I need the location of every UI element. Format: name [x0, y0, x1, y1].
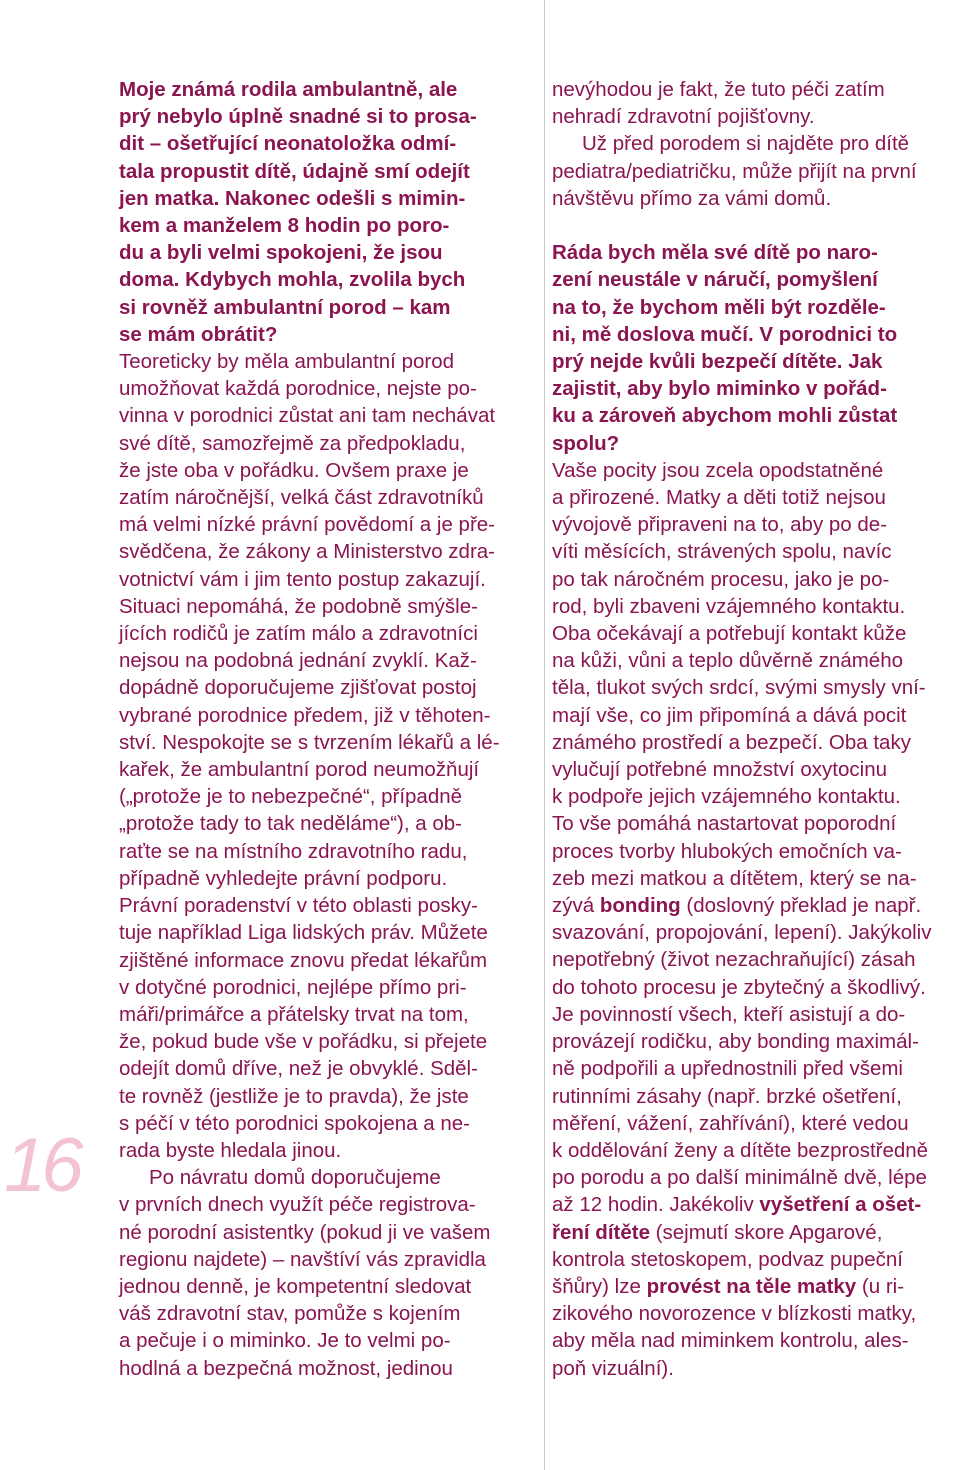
text-line: rod, byli zbaveni vzájemného kontaktu. — [552, 594, 906, 618]
text-line: zikového novorozence v blízkosti matky, — [552, 1302, 917, 1326]
text-line: kařek, že ambulantní porod neumožňují — [119, 758, 480, 782]
text-line: po tak náročném procesu, jako je po- — [552, 567, 890, 591]
text-line: odejít domů dříve, než je obvyklé. Sděl- — [119, 1057, 478, 1081]
text-segment: (sejmutí skore Apgarové, — [649, 1220, 883, 1244]
text-line: váš zdravotní stav, pomůže s kojením — [119, 1302, 461, 1326]
text-line: hodlná a bezpečná možnost, jedinou — [119, 1356, 453, 1380]
text-line: né porodní asistentky (pokud ji ve vašem — [119, 1220, 491, 1244]
text-line: poň vizuální). — [552, 1356, 674, 1380]
text-line: mají vše, co jim připomíná a dává pocit — [552, 703, 907, 727]
text-segment: šňůry) lze — [552, 1274, 647, 1298]
text-line: vybrané porodnice předem, již v těhoten- — [119, 703, 491, 727]
text-line: To vše pomáhá nastartovat poporodní — [552, 812, 897, 836]
text-line: ku a zároveň abychom mohli zůstat — [552, 404, 898, 428]
text-line: ně podpořili a upřednostnili před všemi — [552, 1057, 903, 1081]
right-text-column — [552, 76, 957, 1382]
text-line: aby měla nad miminkem kontrolu, ales- — [552, 1329, 909, 1353]
text-line: jících rodičů je zatím málo a zdravotníci — [119, 622, 478, 646]
text-line: vývojově připraveni na to, aby po de- — [552, 513, 888, 537]
text-line: se mám obrátit? — [119, 322, 278, 346]
text-line: Situaci nepomáhá, že podobně smýšle- — [119, 594, 478, 618]
page-number: 16 — [4, 1123, 79, 1208]
text-line: te rovněž (jestliže je to pravda), že jste — [119, 1084, 469, 1108]
text-line: raťte se na místního zdravotního radu, — [119, 839, 468, 863]
text-line: jednou denně, je kompetentní sledovat — [119, 1274, 472, 1298]
bold-text: provést na těle matky — [646, 1274, 857, 1298]
text-line: zajistit, aby bylo miminko v pořád- — [552, 377, 887, 401]
text-line — [552, 1219, 957, 1246]
text-line: s péčí v této porodnici spokojena a ne- — [119, 1111, 470, 1135]
text-line: že jste oba v pořádku. Ovšem praxe je — [119, 458, 469, 482]
paragraph-gap — [552, 212, 957, 239]
text-line: měření, vážení, zahřívání), které vedou — [552, 1111, 909, 1135]
text-line: nejsou na podobná jednání zvyklí. Kaž- — [119, 649, 477, 673]
text-line: do tohoto procesu je zbytečný a škodlivý. — [552, 975, 926, 999]
text-line: máři/primářce a přátelsky trvat na tom, — [119, 1002, 469, 1026]
text-line: svědčena, že zákony a Ministerstvo zdra- — [119, 540, 495, 564]
text-line: nehradí zdravotní pojišťovny. — [552, 105, 815, 129]
text-line — [552, 1273, 957, 1300]
text-line: Právní poradenství v této oblasti posky- — [119, 894, 478, 918]
text-line: ni, mě doslova mučí. V porodnici to — [552, 322, 898, 346]
text-line: k oddělování ženy a dítěte bezprostředně — [552, 1138, 929, 1162]
text-line: své dítě, samozřejmě za předpokladu, — [119, 431, 466, 455]
text-line: prý nejde kvůli bezpečí dítěte. Jak — [552, 350, 883, 374]
text-segment: až 12 hodin. Jakékoliv — [552, 1193, 760, 1217]
text-line: těla, tlukot svých srdcí, svými smysly vní- — [552, 676, 926, 700]
text-line — [552, 892, 957, 919]
text-line: svazování, propojování, lepení). Jakýkoliv — [552, 921, 932, 945]
text-line: Ráda bych měla své dítě po naro- — [552, 241, 878, 265]
text-line: a přirozené. Matky a děti totiž nejsou — [552, 486, 886, 510]
text-line: tala propustit dítě, údajně smí odejít — [119, 159, 470, 183]
text-line: provázejí rodičku, aby bonding maximál- — [552, 1030, 919, 1054]
text-line — [552, 1191, 957, 1218]
text-line: spolu? — [552, 431, 620, 455]
text-line: zjištěné informace znovu předat lékařům — [119, 948, 488, 972]
text-line: („protože je to nebezpečné“, případně — [119, 785, 463, 809]
text-line: du a byli velmi spokojeni, že jsou — [119, 241, 443, 265]
text-line: Teoreticky by měla ambulantní porod — [119, 350, 455, 374]
text-line: zatím náročnější, velká část zdravotníků — [119, 486, 484, 510]
text-line: na to, že bychom měli být rozděle- — [552, 295, 886, 319]
text-line: proces tvorby hlubokých emočních va- — [552, 839, 902, 863]
text-line: návštěvu přímo za vámi domů. — [552, 186, 832, 210]
text-line: rada byste hledala jinou. — [119, 1138, 342, 1162]
text-line: a pečuje i o miminko. Je to velmi po- — [119, 1329, 451, 1353]
text-line: že, pokud bude vše v pořádku, si přejete — [119, 1030, 488, 1054]
text-line: v prvních dnech využít péče registrova- — [119, 1193, 476, 1217]
text-segment: (doslovný překlad je např. — [680, 894, 922, 918]
bold-text: vyšetření a ošet- — [759, 1193, 922, 1217]
text-line: zení neustále v náručí, pomyšlení — [552, 268, 878, 292]
text-line: k podpoře jejich vzájemného kontaktu. — [552, 785, 901, 809]
text-line: dopádně doporučujeme zjišťovat postoj — [119, 676, 477, 700]
text-line: prý nebylo úplně snadné si to prosa- — [119, 105, 477, 129]
text-line: votnictví vám i jim tento postup zakazují. — [119, 567, 486, 591]
bold-text: bonding — [599, 894, 681, 918]
text-line: Oba očekávají a potřebují kontakt kůže — [552, 622, 907, 646]
text-line: víti měsících, strávených spolu, navíc — [552, 540, 892, 564]
text-line: jen matka. Nakonec odešli s mimin- — [119, 186, 466, 210]
text-segment: (u ri- — [856, 1274, 905, 1298]
text-line: Vaše pocity jsou zcela opodstatněné — [552, 458, 884, 482]
text-line: Moje známá rodila ambulantně, ale — [119, 78, 458, 101]
left-text-column — [119, 76, 524, 1382]
text-line: si rovněž ambulantní porod – kam — [119, 295, 451, 319]
text-line: pediatra/pediatričku, může přijít na první — [552, 159, 917, 183]
text-line: po porodu a po další minimálně dvě, lépe — [552, 1166, 927, 1190]
text-line: na kůži, vůni a teplo důvěrně známého — [552, 649, 904, 673]
bold-text: ření dítěte — [552, 1220, 650, 1244]
column-divider — [544, 0, 545, 1470]
text-line: tuje například Liga lidských práv. Můžete — [119, 921, 488, 945]
text-line: regionu najdete) – navštíví vás zpravidla — [119, 1247, 486, 1271]
text-line: nepotřebný (život nezachraňující) zásah — [552, 948, 916, 972]
text-line: doma. Kdybych mohla, zvolila bych — [119, 268, 466, 292]
text-segment: zývá — [552, 894, 600, 918]
text-line: rutinními zásahy (např. brzké ošetření, — [552, 1084, 902, 1108]
text-line: umožňovat každá porodnice, nejste po- — [119, 377, 477, 401]
text-line: „protože tady to tak neděláme“), a ob- — [119, 812, 462, 836]
text-line: ství. Nespokojte se s tvrzením lékařů a lé- — [119, 730, 500, 754]
text-line: kem a manželem 8 hodin po poro- — [119, 214, 450, 238]
text-line: Po návratu domů doporučujeme — [149, 1166, 441, 1190]
text-line: Je povinností všech, kteří asistují a do- — [552, 1002, 906, 1026]
text-line: známého prostředí a bezpečí. Oba taky — [552, 730, 911, 754]
text-line: případně vyhledejte právní podporu. — [119, 866, 448, 890]
text-line: kontrola stetoskopem, podvaz pupeční — [552, 1247, 903, 1271]
text-line: vylučují potřebné množství oxytocinu — [552, 758, 887, 782]
text-line: Už před porodem si najděte pro dítě — [582, 132, 910, 156]
text-line: dit – ošetřující neonatoložka odmí- — [119, 132, 457, 156]
text-line: zeb mezi matkou a dítětem, který se na- — [552, 866, 917, 890]
text-line: nevýhodou je fakt, že tuto péči zatím — [552, 78, 885, 101]
text-line: vinna v porodnici zůstat ani tam nechávat — [119, 404, 496, 428]
text-line: má velmi nízké právní povědomí a je pře- — [119, 513, 495, 537]
text-line: v dotyčné porodnici, nejlépe přímo pri- — [119, 975, 467, 999]
